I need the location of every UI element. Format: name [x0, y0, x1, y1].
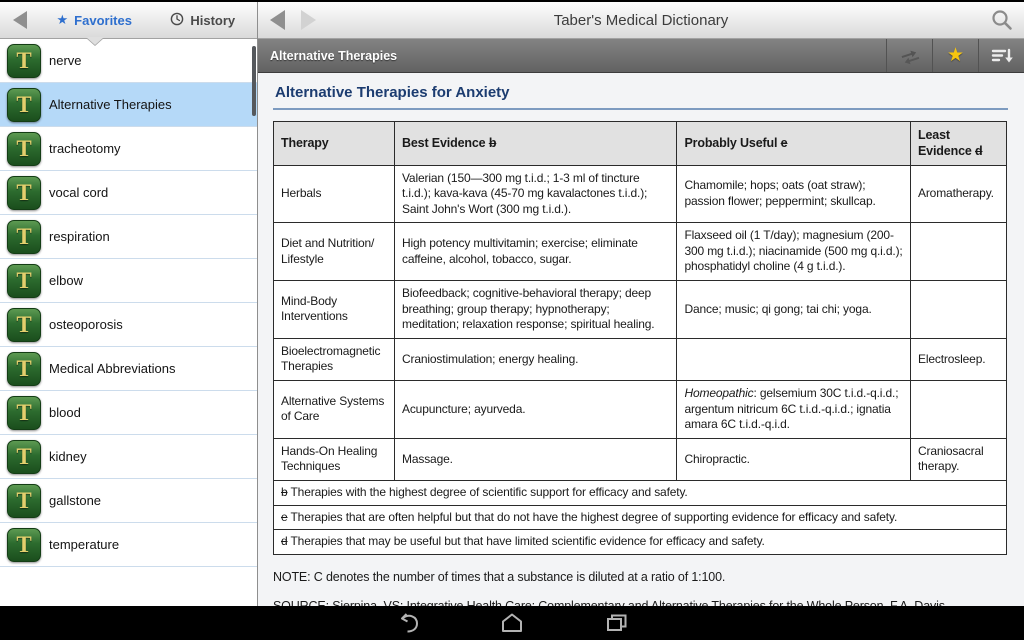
sidebar-scrollbar[interactable] — [252, 46, 256, 116]
table-cell: Valerian (150—300 mg t.i.d.; 1-3 ml of tincture t.i.d.); kava-kava (45-70 mg kavalactones t.i.d.); Saint John's Wort (300 mg t.i.d.). — [394, 165, 676, 223]
footnote-row — [274, 530, 1007, 555]
sidebar-item[interactable] — [0, 347, 257, 391]
sort-list-icon — [990, 46, 1014, 66]
sidebar-item[interactable] — [0, 83, 257, 127]
left-tab-bar — [0, 2, 257, 39]
taber-entry-icon: T — [7, 264, 41, 298]
table-row — [274, 381, 1007, 439]
entry-title: Alternative Therapies — [270, 48, 398, 63]
title-bar — [258, 2, 1024, 39]
sidebar-item-label: temperature — [49, 537, 120, 552]
taber-entry-icon: T — [7, 88, 41, 122]
table-cell: Bioelectromagnetic Therapies — [274, 338, 395, 380]
sidebar-item-label: nerve — [49, 53, 82, 68]
table-cell: Flaxseed oil (1 T/day); magnesium (200-300 mg t.i.d.); niacinamide (500 mg q.i.d.); phosphatidyl choline (4 g t.i.d.). — [677, 223, 911, 281]
footnote-cell: e Therapies that are often helpful but that do not have the highest degree of supporting evidence for efficacy and safety. — [274, 505, 1007, 530]
table-cell: Acupuncture; ayurveda. — [394, 381, 676, 439]
sidebar-item[interactable] — [0, 391, 257, 435]
sidebar-item[interactable] — [0, 39, 257, 83]
nav-forward-icon[interactable] — [301, 10, 316, 30]
table-cell: Massage. — [394, 438, 676, 480]
table-note: NOTE: C denotes the number of times that a substance is diluted at a ratio of 1:100. — [273, 569, 726, 584]
android-back-button[interactable] — [394, 611, 422, 635]
sidebar-item[interactable] — [0, 435, 257, 479]
table-cell: Chiropractic. — [677, 438, 911, 480]
tab-history-label: History — [190, 12, 236, 28]
column-header: Least Evidence d — [910, 122, 1006, 166]
taber-entry-icon: T — [7, 220, 41, 254]
android-recents-icon — [602, 611, 630, 635]
taber-entry-icon: T — [7, 528, 41, 562]
android-back-icon — [394, 611, 422, 635]
sidebar-item[interactable] — [0, 215, 257, 259]
table-cell: Alternative Systems of Care — [274, 381, 395, 439]
jump-links-button[interactable] — [886, 39, 932, 72]
table-cell: Mind-Body Interventions — [274, 281, 395, 339]
table-row — [274, 338, 1007, 380]
sidebar-item-label: tracheotomy — [49, 141, 121, 156]
sidebar-item[interactable] — [0, 127, 257, 171]
search-icon — [990, 8, 1014, 32]
nav-back-icon[interactable] — [270, 10, 285, 30]
sidebar-item-label: kidney — [49, 449, 87, 464]
table-row — [274, 165, 1007, 223]
back-arrow-icon — [13, 11, 27, 29]
column-header: Best Evidence b — [394, 122, 676, 166]
table-cell: Homeopathic: gelsemium 30C t.i.d.-q.i.d.; argentum nitricum 6C t.i.d.-q.i.d.; ignatia amara 6C t.i.d.-q.i.d. — [677, 381, 911, 439]
sidebar-item-label: Medical Abbreviations — [49, 361, 176, 376]
table-row — [274, 223, 1007, 281]
article-title: Alternative Therapies for Anxiety — [273, 79, 1008, 110]
taber-entry-icon: T — [7, 176, 41, 210]
table-cell: Aromatherapy. — [910, 165, 1006, 223]
selected-tab-caret — [86, 37, 104, 45]
footnote-row — [274, 481, 1007, 506]
sidebar-item[interactable] — [0, 523, 257, 567]
footnote-row — [274, 505, 1007, 530]
favorites-list — [0, 39, 257, 640]
sidebar-item[interactable] — [0, 259, 257, 303]
sidebar-item-label: respiration — [49, 229, 110, 244]
table-header-row — [274, 122, 1007, 166]
tab-favorites[interactable] — [40, 2, 149, 38]
sidebar-item[interactable] — [0, 303, 257, 347]
taber-entry-icon: T — [7, 440, 41, 474]
app-window — [0, 2, 1024, 640]
sidebar-item-label: osteoporosis — [49, 317, 123, 332]
table-cell: Diet and Nutrition/ Lifestyle — [274, 223, 395, 281]
history-nav — [270, 10, 316, 30]
android-nav-bar — [0, 606, 1024, 640]
star-icon: ★ — [56, 12, 69, 27]
taber-entry-icon: T — [7, 132, 41, 166]
panel-back-button[interactable] — [0, 2, 40, 38]
favorite-toggle-button[interactable] — [932, 39, 978, 72]
table-cell: High potency multivitamin; exercise; eliminate caffeine, alcohol, tobacco, sugar. — [394, 223, 676, 281]
table-cell: Chamomile; hops; oats (oat straw); passion flower; peppermint; skullcap. — [677, 165, 911, 223]
search-button[interactable] — [990, 8, 1014, 37]
article-content — [258, 73, 1024, 640]
taber-entry-icon: T — [7, 484, 41, 518]
app-title: Taber's Medical Dictionary — [553, 11, 729, 29]
column-header: Probably Useful e — [677, 122, 911, 166]
taber-entry-icon: T — [7, 44, 41, 78]
table-cell: Herbals — [274, 165, 395, 223]
table-cell: Craniostimulation; energy healing. — [394, 338, 676, 380]
table-cell: Electrosleep. — [910, 338, 1006, 380]
sidebar-item-label: Alternative Therapies — [49, 97, 172, 112]
taber-entry-icon: T — [7, 308, 41, 342]
footnote-cell: d Therapies that may be useful but that have limited scientific evidence for efficacy and safety. — [274, 530, 1007, 555]
table-cell: Dance; music; qi gong; tai chi; yoga. — [677, 281, 911, 339]
table-cell — [910, 223, 1006, 281]
footnote-cell: b Therapies with the highest degree of scientific support for efficacy and safety. — [274, 481, 1007, 506]
table-cell: Craniosacral therapy. — [910, 438, 1006, 480]
table-body — [274, 165, 1007, 554]
table-row — [274, 281, 1007, 339]
android-home-button[interactable] — [498, 611, 526, 635]
android-recents-button[interactable] — [602, 611, 630, 635]
sidebar-item-label: vocal cord — [49, 185, 109, 200]
reading-panel — [258, 2, 1024, 640]
table-row — [274, 438, 1007, 480]
tab-favorites-label: Favorites — [74, 12, 132, 28]
column-header: Therapy — [274, 122, 395, 166]
sidebar-item-label: gallstone — [49, 493, 102, 508]
taber-entry-icon: T — [7, 352, 41, 386]
entry-toolbar — [258, 39, 1024, 73]
table-cell — [910, 281, 1006, 339]
table-cell: Biofeedback; cognitive-behavioral therapy; deep breathing; group therapy; hypnotherapy; meditation; relaxation response; spiritual healing. — [394, 281, 676, 339]
android-home-icon — [498, 611, 526, 635]
table-cell — [677, 338, 911, 380]
table-cell — [910, 381, 1006, 439]
favorite-star-icon: ★ — [946, 45, 965, 66]
tab-history[interactable] — [149, 2, 258, 38]
therapies-table — [273, 121, 1007, 555]
clock-icon — [170, 12, 184, 29]
favorites-panel — [0, 2, 258, 640]
sidebar-item-label: blood — [49, 405, 81, 420]
sidebar-item[interactable] — [0, 171, 257, 215]
jump-arrows-icon — [899, 47, 921, 65]
sidebar-item[interactable] — [0, 479, 257, 523]
table-cell: Hands-On Healing Techniques — [274, 438, 395, 480]
sort-list-button[interactable] — [978, 39, 1024, 72]
taber-entry-icon: T — [7, 396, 41, 430]
sidebar-item-label: elbow — [49, 273, 83, 288]
